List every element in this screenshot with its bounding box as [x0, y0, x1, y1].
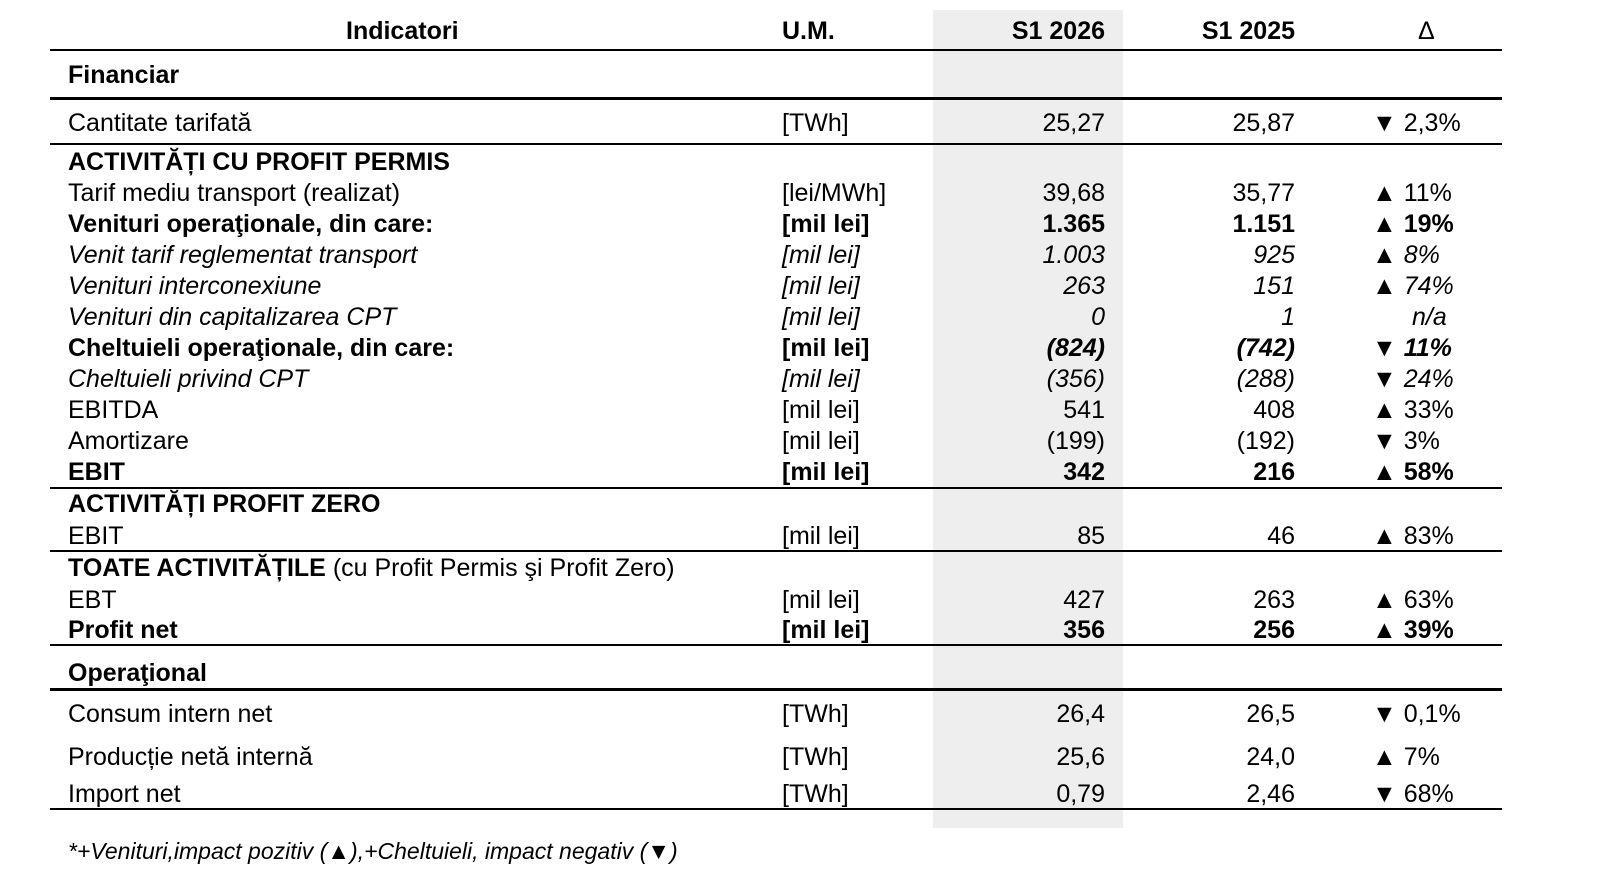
section-title: Operaţional: [68, 659, 207, 687]
row-delta: ▲ 58%: [1372, 458, 1454, 486]
row-value-2026: 0,79: [1056, 780, 1105, 808]
row-label: Cheltuieli operaţionale, din care:: [68, 334, 455, 362]
row-um: [mil lei]: [782, 241, 860, 269]
row-delta: ▲ 83%: [1372, 522, 1454, 550]
row-label: Venituri interconexiune: [68, 272, 322, 300]
row-value-2025: 35,77: [1232, 179, 1295, 207]
row-um: [mil lei]: [782, 365, 860, 393]
row-um: [mil lei]: [782, 458, 870, 486]
row-value-2025: 25,87: [1232, 109, 1295, 137]
row-um: [mil lei]: [782, 616, 870, 644]
row-um: [mil lei]: [782, 427, 860, 455]
header-um: U.M.: [782, 17, 835, 45]
row-delta: ▲ 39%: [1372, 616, 1454, 644]
row-value-2026: 1.003: [1042, 241, 1105, 269]
row-delta: ▼ 3%: [1372, 427, 1440, 455]
row-label: Tarif mediu transport (realizat): [68, 179, 401, 207]
row-value-2025: 26,5: [1246, 700, 1295, 728]
row-value-2026: 541: [1063, 396, 1105, 424]
row-rule: [50, 550, 1502, 552]
row-label: Venit tarif reglementat transport: [68, 241, 418, 269]
row-label: Import net: [68, 780, 181, 808]
row-value-2025: (192): [1236, 427, 1295, 455]
row-label: EBIT: [68, 458, 125, 486]
row-label: Consum intern net: [68, 700, 273, 728]
row-label: Producție netă internă: [68, 743, 313, 771]
row-delta: ▲ 11%: [1372, 179, 1452, 207]
row-delta: ▲ 33%: [1372, 396, 1454, 424]
row-value-2026: 0: [1091, 303, 1105, 331]
row-um: [mil lei]: [782, 210, 870, 238]
row-um: [lei/MWh]: [782, 179, 887, 207]
header-indicatori: Indicatori: [346, 17, 459, 45]
table-bottom-rule: [50, 808, 1502, 810]
row-value-2025: 46: [1267, 522, 1295, 550]
header-s1-2026: S1 2026: [1011, 17, 1105, 45]
row-delta: ▼ 0,1%: [1372, 700, 1461, 728]
section-title: Financiar: [68, 61, 180, 89]
row-label: Venituri operaţionale, din care:: [68, 210, 434, 238]
row-label: Cantitate tarifată: [68, 109, 252, 137]
row-um: [TWh]: [782, 780, 849, 808]
row-value-2025: 1.151: [1232, 210, 1295, 238]
row-um: [mil lei]: [782, 272, 860, 300]
row-label: Venituri din capitalizarea CPT: [68, 303, 397, 331]
section-rule: [50, 97, 1502, 100]
row-value-2025: 925: [1253, 241, 1295, 269]
row-value-2026: 85: [1077, 522, 1105, 550]
row-value-2026: (199): [1046, 427, 1105, 455]
section-title: ACTIVITĂȚI CU PROFIT PERMIS: [68, 148, 450, 176]
footnote: *+Venituri,impact pozitiv (▲),+Cheltuieli, impact negativ (▼): [68, 838, 678, 864]
row-rule: [50, 644, 1502, 646]
row-delta: ▼ 24%: [1372, 365, 1454, 393]
row-um: [TWh]: [782, 743, 849, 771]
row-label: Amortizare: [68, 427, 189, 455]
header-delta: Δ: [1418, 17, 1435, 45]
row-value-2025: 216: [1253, 458, 1295, 486]
section-title-bold: TOATE ACTIVITĂȚILE: [68, 554, 326, 582]
row-delta: ▼ 11%: [1372, 334, 1452, 362]
row-label: EBIT: [68, 522, 124, 550]
row-delta: ▲ 74%: [1372, 272, 1454, 300]
section-title: ACTIVITĂȚI PROFIT ZERO: [68, 490, 381, 518]
row-delta: ▼ 2,3%: [1372, 109, 1461, 137]
row-delta: ▼ 68%: [1372, 780, 1454, 808]
row-value-2025: 256: [1253, 616, 1295, 644]
row-delta: ▲ 19%: [1372, 210, 1454, 238]
header-rule: [50, 49, 1502, 51]
row-um: [mil lei]: [782, 522, 860, 550]
section-title: [68, 554, 675, 583]
row-value-2026: 342: [1063, 458, 1105, 486]
row-value-2025: 24,0: [1246, 743, 1295, 771]
row-delta: ▲ 7%: [1372, 743, 1440, 771]
row-value-2026: 1.365: [1042, 210, 1105, 238]
row-value-2025: 263: [1253, 586, 1295, 614]
row-um: [TWh]: [782, 700, 849, 728]
row-label: EBITDA: [68, 396, 159, 424]
row-rule: [50, 487, 1502, 489]
row-delta: ▲ 8%: [1372, 241, 1440, 269]
row-value-2026: 263: [1063, 272, 1105, 300]
row-value-2026: 427: [1063, 586, 1105, 614]
row-value-2026: 39,68: [1042, 179, 1105, 207]
row-um: [mil lei]: [782, 334, 870, 362]
row-label: EBT: [68, 586, 117, 614]
row-value-2025: 1: [1281, 303, 1295, 331]
section-rule: [50, 688, 1502, 691]
row-value-2026: 25,6: [1056, 743, 1105, 771]
row-delta: n/a: [1412, 303, 1447, 331]
row-um: [mil lei]: [782, 303, 860, 331]
row-value-2026: 356: [1063, 616, 1105, 644]
row-label: Cheltuieli privind CPT: [68, 365, 309, 393]
row-um: [mil lei]: [782, 586, 860, 614]
row-value-2026: 26,4: [1056, 700, 1105, 728]
row-value-2025: 151: [1253, 272, 1295, 300]
row-um: [TWh]: [782, 109, 849, 137]
row-label: Profit net: [68, 616, 178, 644]
row-delta: ▲ 63%: [1372, 586, 1454, 614]
row-rule: [50, 143, 1502, 145]
row-value-2025: 2,46: [1246, 780, 1295, 808]
row-value-2025: (742): [1236, 334, 1295, 362]
row-value-2026: (356): [1046, 365, 1105, 393]
row-um: [mil lei]: [782, 396, 860, 424]
row-value-2026: (824): [1046, 334, 1105, 362]
row-value-2025: 408: [1253, 396, 1295, 424]
section-title-note: (cu Profit Permis şi Profit Zero): [325, 554, 675, 582]
header-s1-2025: S1 2025: [1201, 17, 1295, 45]
row-value-2025: (288): [1236, 365, 1295, 393]
row-value-2026: 25,27: [1042, 109, 1105, 137]
